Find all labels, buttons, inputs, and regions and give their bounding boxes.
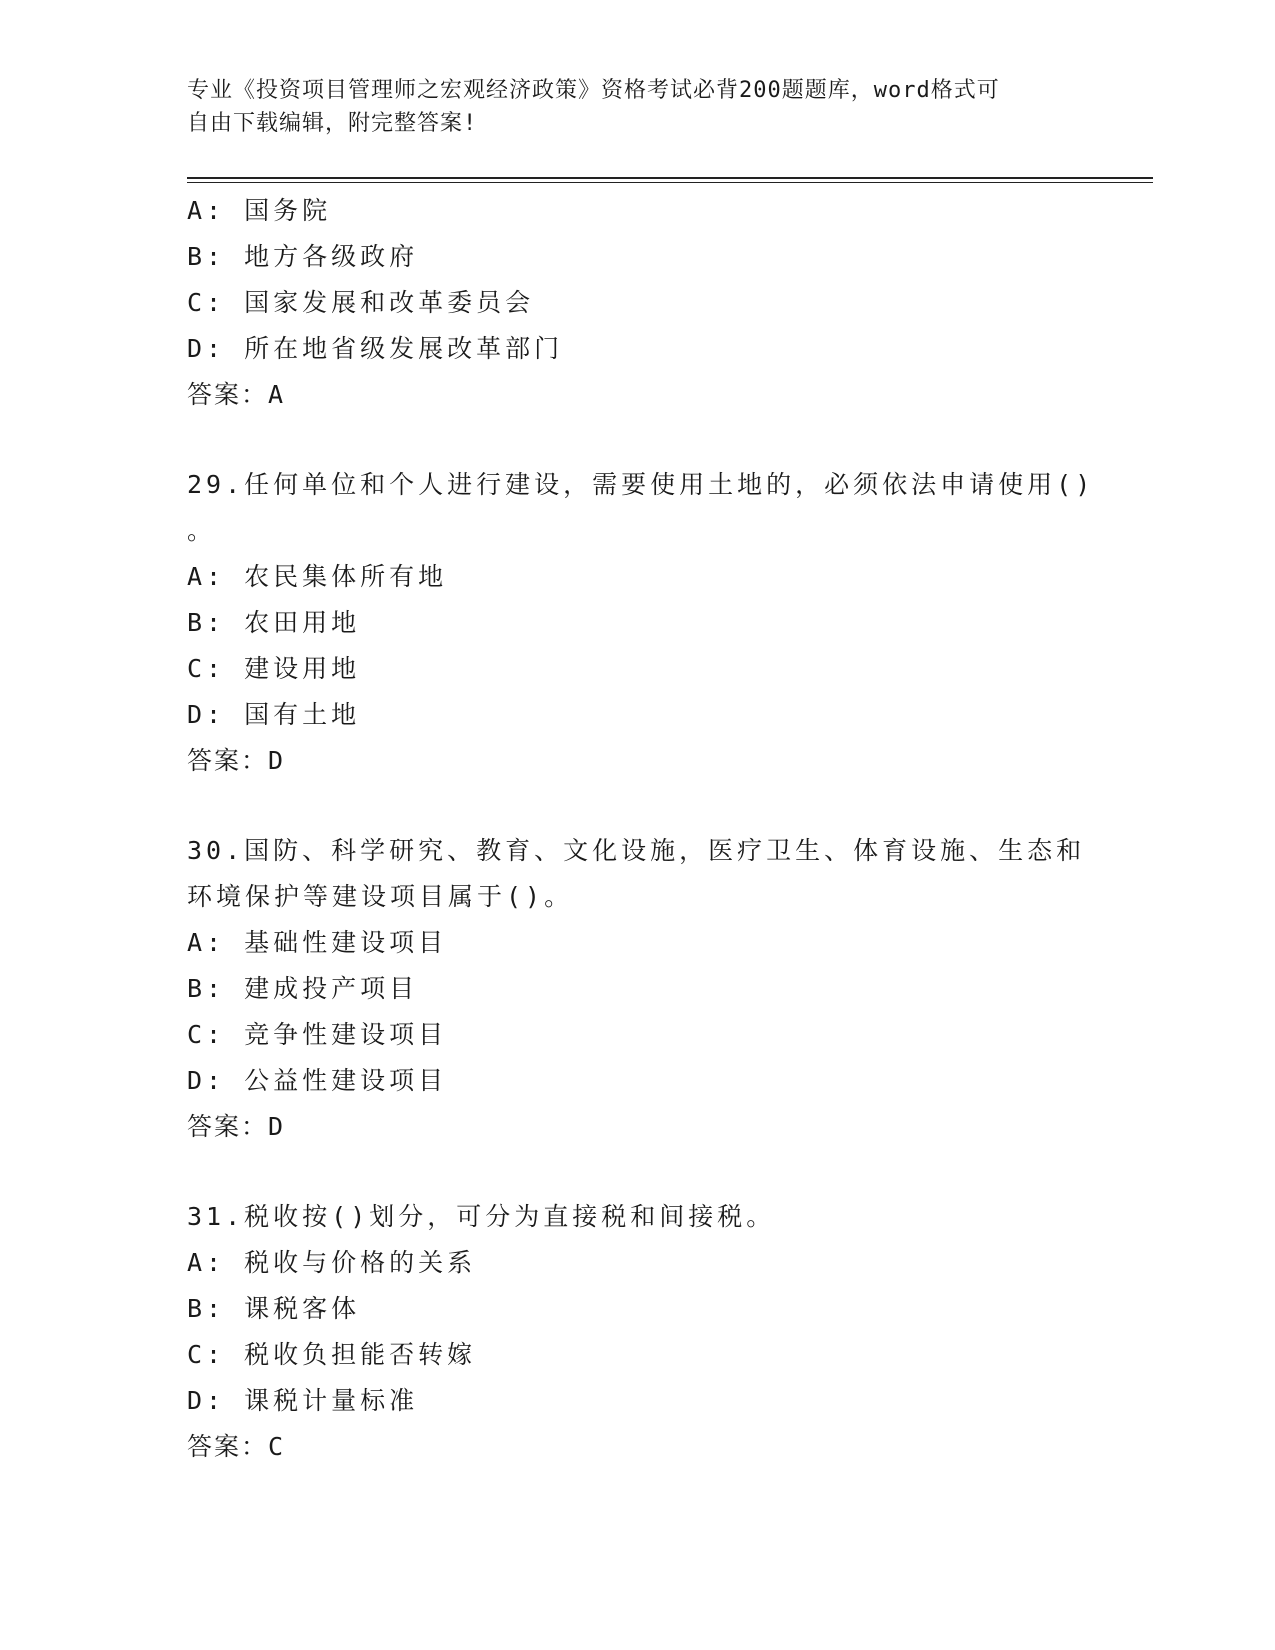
option-d: D: 课税计量标准	[187, 1386, 419, 1415]
question-text-line-1: 31.税收按()划分，可分为直接税和间接税。	[187, 1202, 776, 1231]
answer-text: 答案：D	[187, 1112, 286, 1141]
option-a: A: 国务院	[187, 196, 332, 225]
spacer	[187, 784, 1087, 828]
question-text-line-1: 29.任何单位和个人进行建设，需要使用土地的，必须依法申请使用()	[187, 470, 1095, 499]
answer-text: 答案：D	[187, 746, 286, 775]
option-a: A: 农民集体所有地	[187, 562, 448, 591]
option-b: B: 地方各级政府	[187, 242, 419, 271]
option-d: D: 所在地省级发展改革部门	[187, 334, 564, 363]
option-c: C: 竞争性建设项目	[187, 1020, 448, 1049]
header-divider-thin	[187, 182, 1153, 183]
question-text-line-2: 。	[187, 516, 217, 545]
option-b: B: 农田用地	[187, 608, 361, 637]
spacer	[187, 1150, 1087, 1194]
question-list	[187, 188, 1095, 1470]
option-d: D: 国有土地	[187, 700, 361, 729]
spacer	[187, 418, 1087, 462]
question-28-continued	[187, 188, 1087, 418]
option-c: C: 建设用地	[187, 654, 361, 683]
option-a: A: 基础性建设项目	[187, 928, 448, 957]
question-text-line-1: 30.国防、科学研究、教育、文化设施，医疗卫生、体育设施、生态和	[187, 836, 1086, 865]
question-30	[187, 828, 1087, 1150]
question-29	[187, 462, 1095, 784]
question-text-line-2: 环境保护等建设项目属于()。	[187, 882, 574, 911]
option-d: D: 公益性建设项目	[187, 1066, 448, 1095]
document-header	[187, 74, 1067, 140]
header-divider-thick	[187, 177, 1153, 179]
answer-text: 答案：C	[187, 1432, 286, 1461]
header-title-line-2: 自由下载编辑，附完整答案!	[187, 111, 478, 136]
option-b: B: 建成投产项目	[187, 974, 419, 1003]
answer-text: 答案：A	[187, 380, 286, 409]
option-c: C: 国家发展和改革委员会	[187, 288, 535, 317]
option-a: A: 税收与价格的关系	[187, 1248, 477, 1277]
header-title-line-1: 专业《投资项目管理师之宏观经济政策》资格考试必背200题题库，word格式可	[187, 78, 1000, 103]
question-31	[187, 1194, 1087, 1470]
option-b: B: 课税客体	[187, 1294, 361, 1323]
option-c: C: 税收负担能否转嫁	[187, 1340, 477, 1369]
